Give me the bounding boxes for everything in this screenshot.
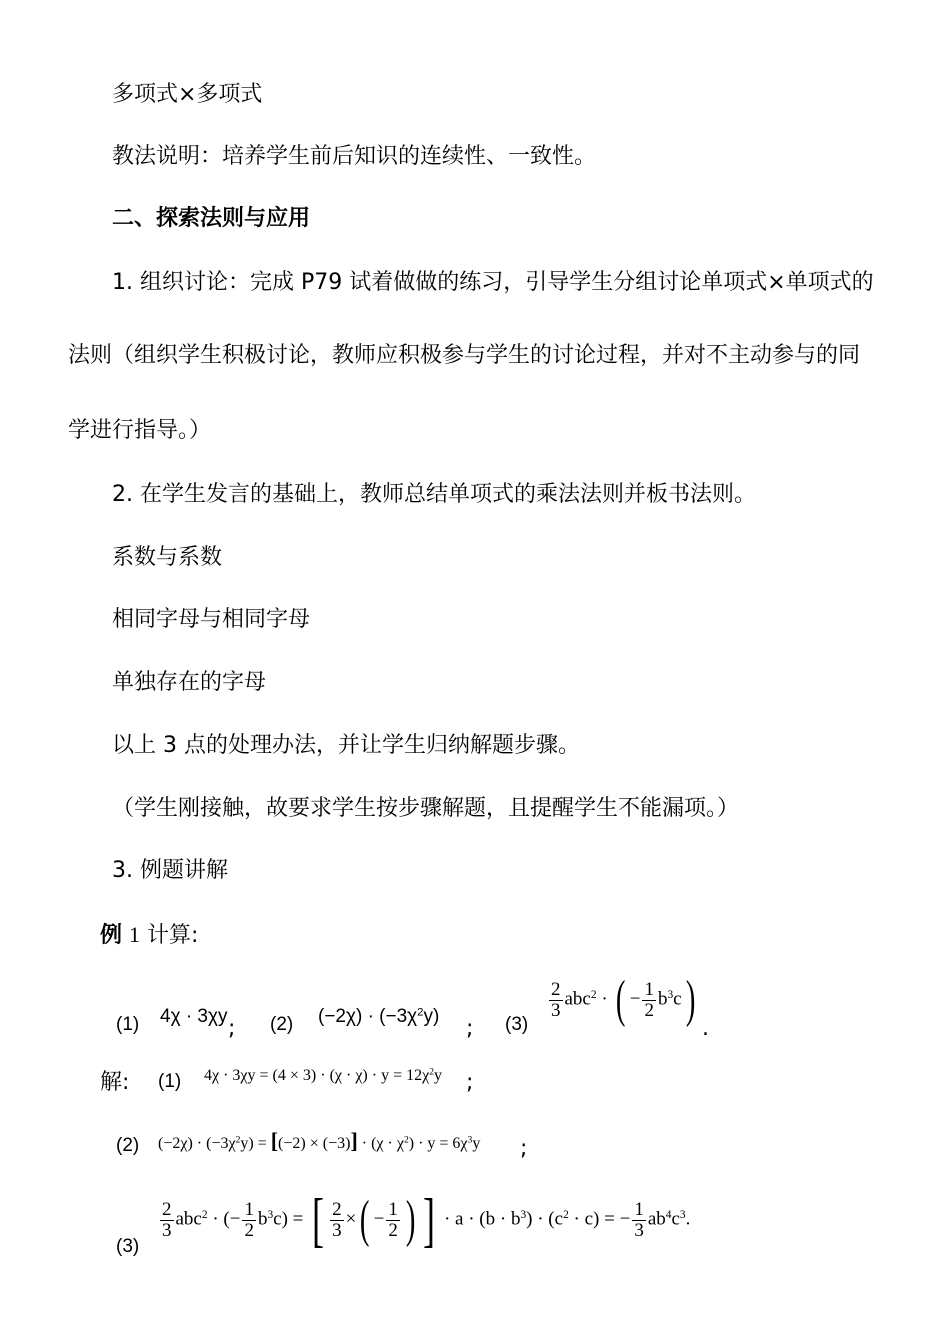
section-title-explore-rules: 二、探索法则与应用: [112, 206, 311, 231]
problem-2-expression: $(-2\chi) \cdot (-3\chi^2y)$: [318, 1006, 440, 1027]
problem-2-separator: ;: [466, 1016, 474, 1041]
paragraph-discussion-2: 法则（组织学生积极讨论，教师应积极参与学生的讨论过程，并对不主动参与的同: [68, 343, 861, 368]
problem-3-label: (3): [505, 1014, 529, 1035]
paragraph-summary-rule: 2. 在学生发言的基础上，教师总结单项式的乘法法则并板书法则。: [112, 482, 756, 507]
example-section-title: 3. 例题讲解: [112, 858, 228, 883]
rule-item-coefficients: 系数与系数: [112, 545, 223, 570]
rule-reminder-note: （学生刚接触，故要求学生按步骤解题，且提醒学生不能漏项。）: [112, 796, 740, 821]
paragraph-discussion-1: 1. 组织讨论：完成 P79 试着做做的练习，引导学生分组讨论单项式×单项式的: [112, 270, 874, 295]
fraction-one-half: $\frac{1}{2}$: [644, 978, 654, 1021]
problem-1-separator: ;: [228, 1016, 236, 1041]
rule-item-single-letters: 单独存在的字母: [112, 670, 267, 695]
heading-polynomial-product: 多项式×多项式: [112, 82, 263, 107]
rule-summary-steps: 以上 3 点的处理办法，并让学生归纳解题步骤。: [112, 733, 580, 758]
problem-1-label: (1): [116, 1014, 140, 1035]
solution-2-expression: $(-2\chi) \cdot (-3\chi^2y) = [(-2) \times (-3)] \cdot (\chi \cdot \chi^2) \cdot y = 6\chi^3y$: [158, 1128, 481, 1153]
example-label: 例: [100, 923, 123, 948]
solution-1-expression: $4\chi \cdot 3\chi y = (4 \times 3) \cdot (\chi \cdot \chi) \cdot y = 12\chi^2y$: [204, 1066, 442, 1084]
problem-3-expression: $\frac{2}{3}$ abc$^2$ · ( − $\frac{1}{2}$ $b^3c$): [551, 971, 696, 1028]
example-1-heading: [100, 922, 198, 949]
problem-3-end: .: [702, 1016, 709, 1041]
solution-1-label: (1): [158, 1071, 182, 1092]
solution-label: 解:: [100, 1070, 130, 1095]
solution-3-label: (3): [116, 1236, 140, 1257]
fraction-two-thirds: $\frac{2}{3}$: [551, 978, 561, 1021]
problem-2-label: (2): [270, 1014, 294, 1035]
problem-1-expression: 4χ · 3χy: [160, 1006, 228, 1027]
solution-2-separator: ;: [520, 1136, 528, 1161]
rule-item-same-letters: 相同字母与相同字母: [112, 607, 311, 632]
solution-2-label: (2): [116, 1135, 140, 1156]
solution-3-expression: $\frac{2}{3}$ abc$^2$ · (− $\frac{1}{2}$ $b^3c$) = [ $\frac{2}{3}$ ×( − $\frac{1}{2}$ ) ] · $a \cdot (b \cdot b^3) \cdot (c^2 \cdot c)$ = − $\frac{1}{3}$ $ab^4c^3$.: [162, 1187, 691, 1253]
paragraph-discussion-3: 学进行指导。）: [68, 418, 212, 443]
example-title: 计算:: [147, 923, 199, 948]
teaching-method-note: 教法说明：培养学生前后知识的连续性、一致性。: [112, 144, 597, 169]
example-number: 1: [129, 922, 141, 947]
solution-1-separator: ;: [466, 1070, 474, 1095]
